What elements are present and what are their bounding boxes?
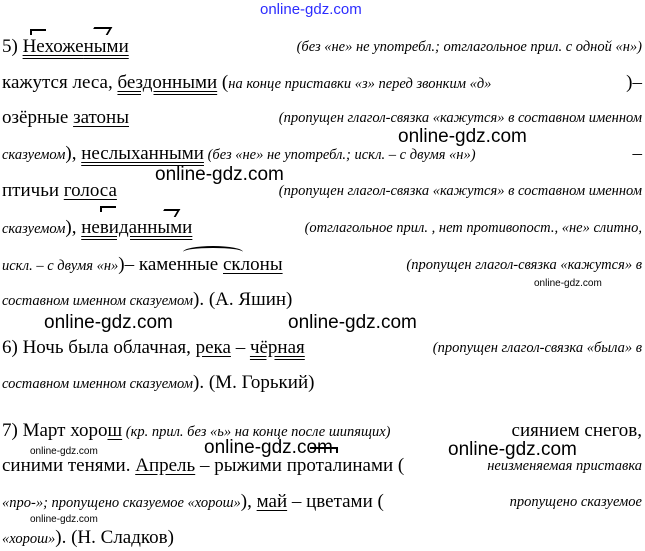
root-arc-icon [90,27,113,35]
watermark: online-gdz.com [204,437,333,458]
subject-word: река [195,337,231,358]
sentence-text: ), [65,143,82,164]
watermark: online-gdz.com [448,439,577,460]
item-number: 5) [2,36,23,57]
paren: ( [217,72,229,93]
p5-line-7 [2,254,642,277]
p6-line-2 [2,372,314,395]
watermark: online-gdz.com [44,312,173,333]
watermark: online-gdz.com [534,278,602,289]
sentence-text: – [632,143,642,164]
watermark: online-gdz.com [30,514,98,525]
sentence-text: – цветами ( [287,491,384,512]
sentence-text: сиянием снегов, [511,420,642,441]
p7-line-4 [2,527,174,550]
prefix-mark-icon [30,29,46,35]
sentence-text: 7) Март хоро [2,420,108,441]
rule-note: (пропущен глагол-связка «кажутся» в [406,257,642,273]
rule-note: составном именном сказуемом [2,293,194,309]
rule-note: «про-»; пропущено сказуемое «хорош» [2,495,241,511]
predicate-word: неслыханными [81,143,204,164]
rule-note: (пропущен глагол-связка «кажутся» в составном именном [278,110,642,126]
rule-note: «хорош» [2,531,56,547]
root-arc-icon [183,246,243,258]
rule-note: искл. – с двумя «н» [2,258,119,274]
subject-word: голоса [63,180,117,201]
subject-word: Апрель [135,455,196,476]
predicate-word: Нехоже [22,36,84,57]
rule-note: (без «не» не употребл.; искл. – с двумя «н») [203,147,476,163]
watermark: online-gdz.com [30,446,98,457]
sentence-text: ). (Н. Сладков) [55,527,174,548]
p5-line-6 [2,217,642,240]
p5-line-1 [2,36,642,58]
p5-line-8 [2,289,292,312]
watermark: online-gdz.com [288,312,417,333]
p7-line-3 [2,491,642,514]
sentence-text: ). (М. Горький) [193,372,315,393]
rule-note: (отглагольное прил. , нет противопост., «не» слитно, [304,220,642,236]
prefix-mark-icon [100,206,116,212]
sentence-text: ). (А. Яшин) [193,289,293,310]
rule-note: (кр. прил. без «ь» на конце после шипящих) [122,424,391,440]
predicate-word: невиданными [81,217,193,238]
sentence-text: – рыжими проталинами ( [195,455,405,476]
highlighted-letter: ш [107,420,123,441]
sentence-text: 6) Ночь была облачная, [2,337,196,358]
predicate-word: чёрная [249,337,305,358]
rule-note: пропущено сказуемое [509,494,642,510]
sentence-text: )– [118,254,139,275]
morpheme-word: каменные [138,254,219,275]
rule-note: неизменяемая приставка [487,458,642,474]
rule-note: сказуемом [2,221,66,237]
subject-word: май [256,491,288,512]
p5-line-4 [2,143,642,166]
subject-word: затоны [73,107,129,128]
sentence-text: ), [240,491,257,512]
sentence-text: кажутся леса, [2,72,118,93]
sentence-text: синими тенями. [2,455,136,476]
watermark: online-gdz.com [155,164,284,185]
rule-note: (пропущен глагол-связка «кажутся» в составном именном [278,183,642,199]
root-arc-icon [160,209,181,217]
sentence-text: ), [65,217,82,238]
p6-line-1 [2,337,642,359]
rule-note: составном именном сказуемом [2,376,194,392]
rule-note: (пропущен глагол-связка «была» в [432,340,642,356]
predicate-word-ending: ными [83,36,129,57]
watermark: online-gdz.com [260,1,362,18]
sentence-text: птичьи [2,180,64,201]
p5-line-2 [2,72,642,95]
dash: – [230,337,250,358]
p5-line-5 [2,180,642,202]
p5-line-3 [2,107,642,129]
watermark: online-gdz.com [398,126,527,147]
sentence-text: озёрные [2,107,74,128]
rule-note: (без «не» не употребл.; отглагольное прил. с одной «н») [296,39,642,55]
predicate-word: бездонными [117,72,218,93]
subject-word: склоны [223,254,283,275]
rule-note: на конце приставки «з» перед звонким «д» [228,76,492,92]
rule-note: сказуемом [2,147,66,163]
sentence-text: )– [626,72,642,93]
